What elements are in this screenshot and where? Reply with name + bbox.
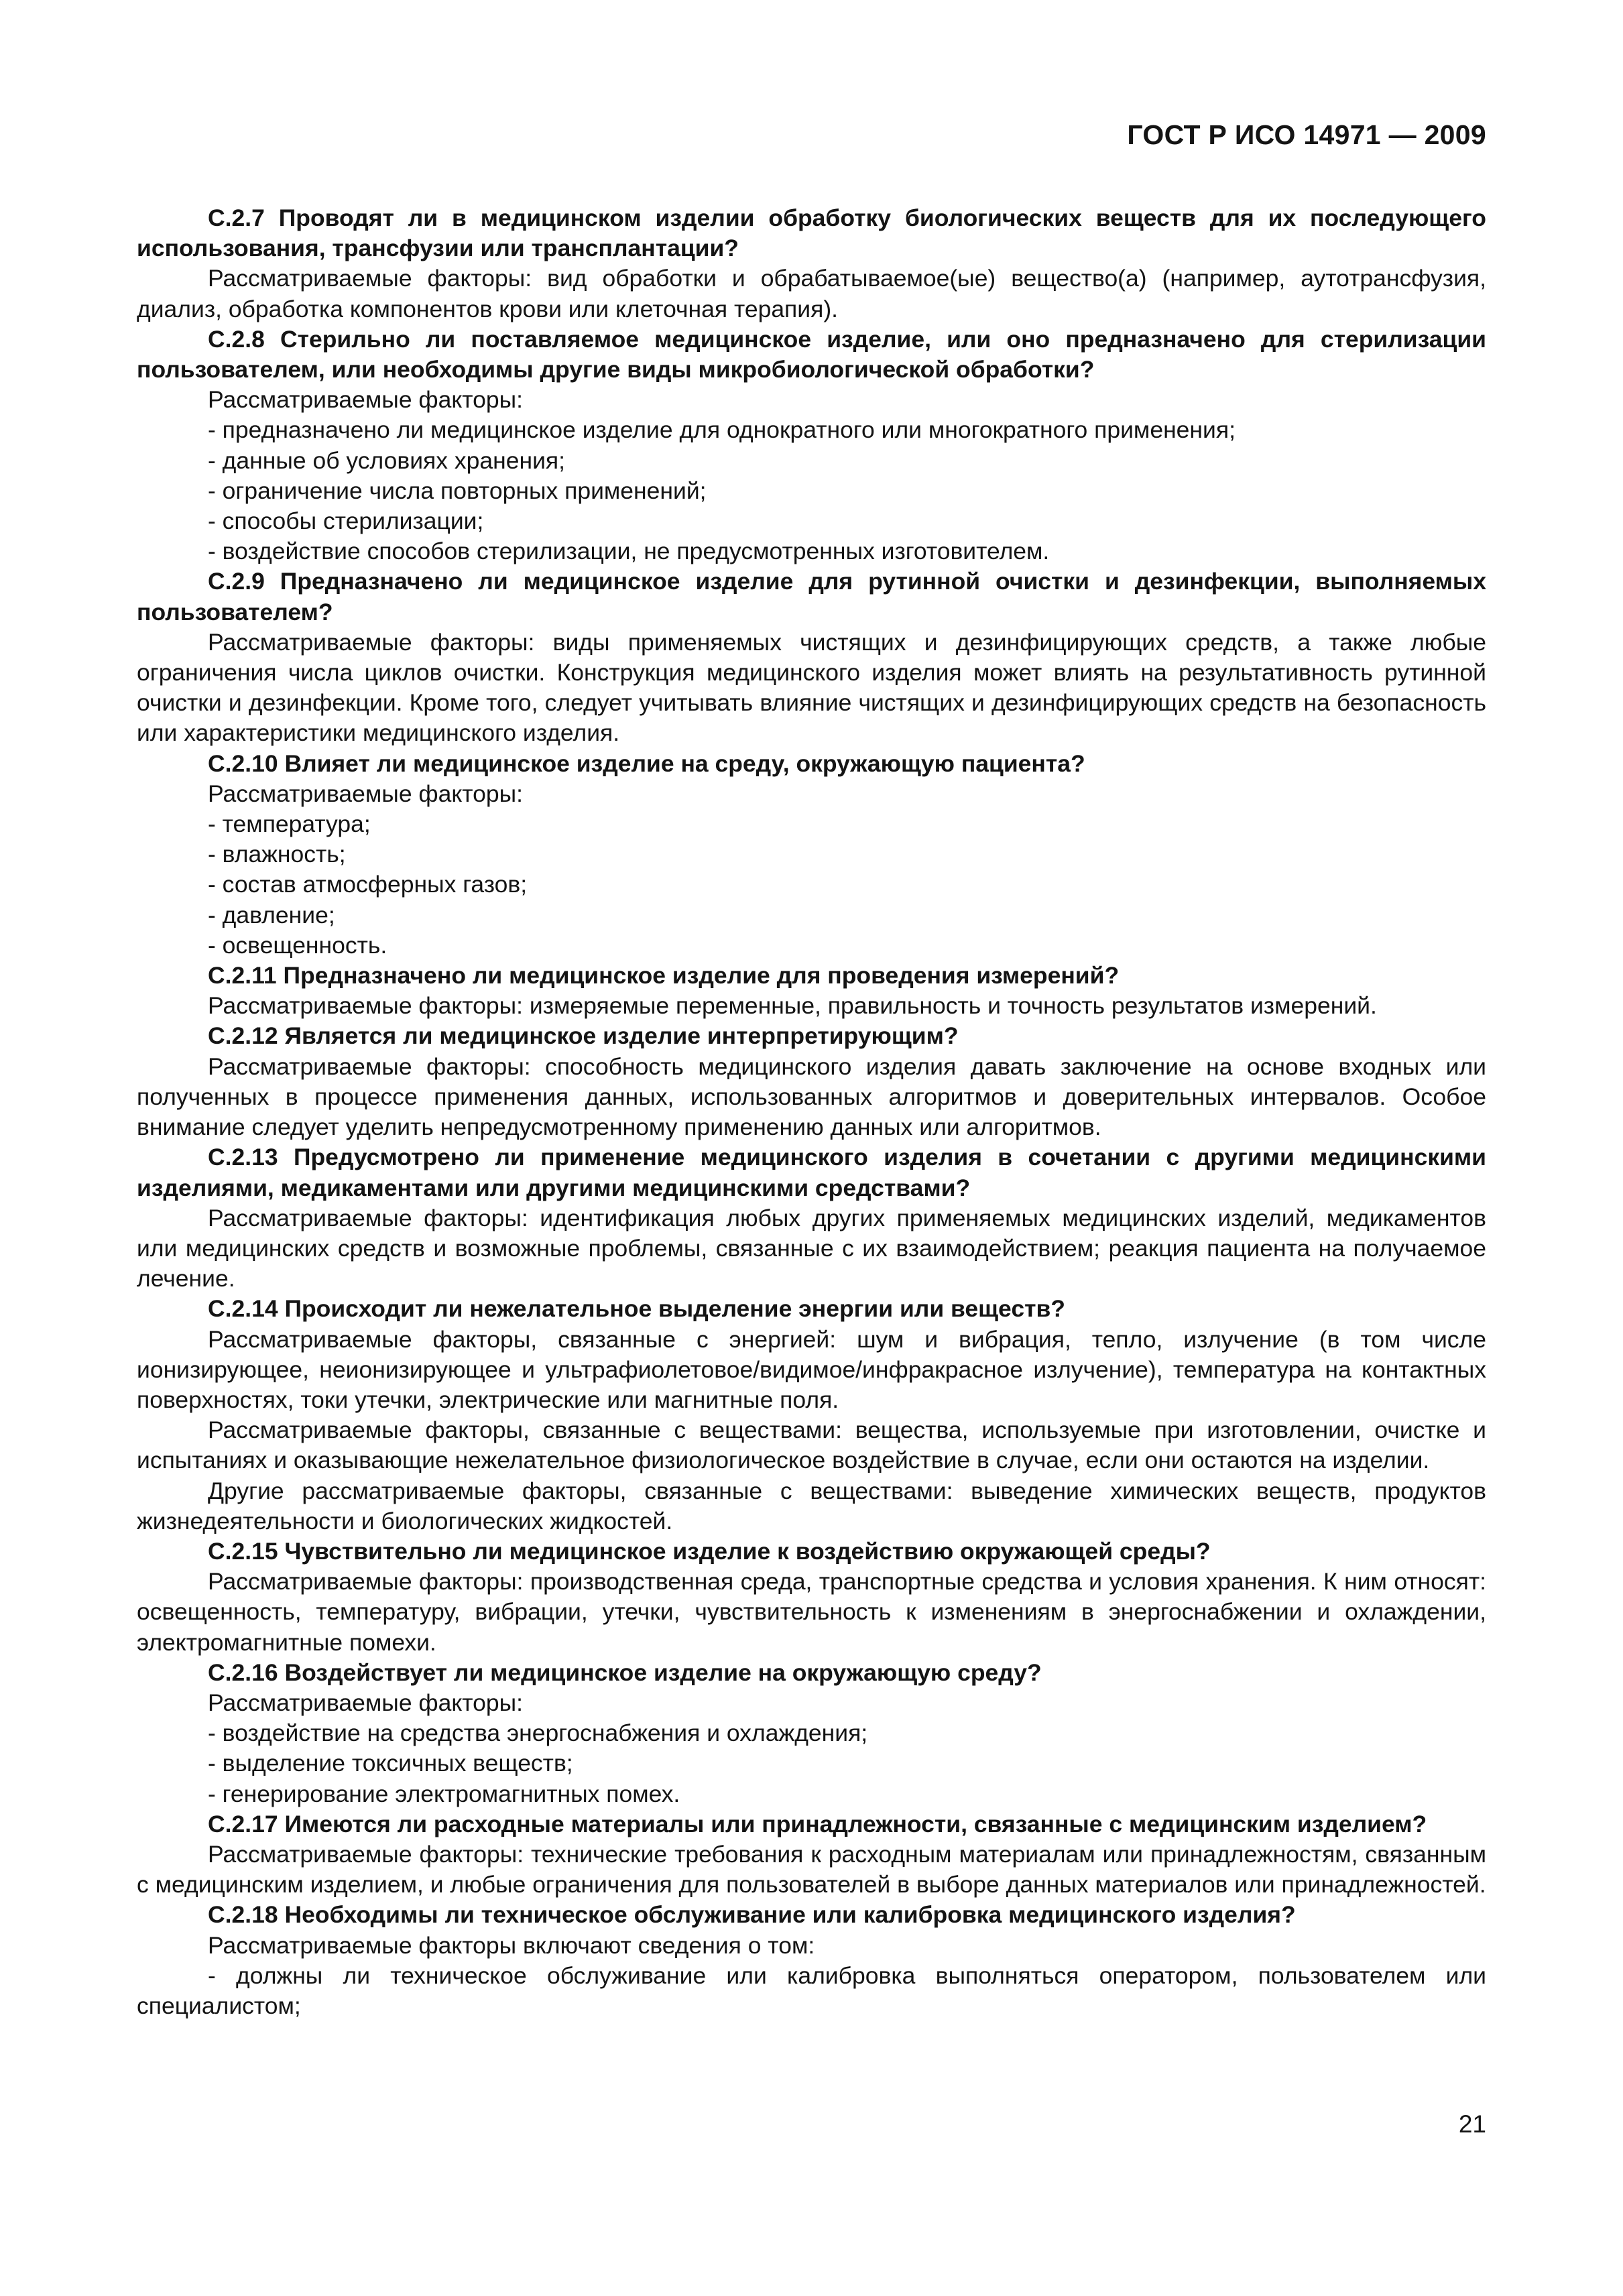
body-paragraph: - должны ли техническое обслуживание или калибровка выполняться оператором, пользователем или специалистом; <box>137 1961 1486 2019</box>
standard-header: ГОСТ Р ИСО 14971 — 2009 <box>1127 119 1486 150</box>
factor-list-item: - выделение токсичных веществ; <box>208 1750 573 1777</box>
document-body <box>137 203 1486 2021</box>
body-paragraph: Рассматриваемые факторы, связанные с энергией: шум и вибрация, тепло, излучение (в том числе ионизирующее, неионизирующее и ультрафиолетовое/видимое/инфракрасное излучение), температура на контактных поверхностях, токи утечки, электрические или магнитные поля. <box>137 1325 1486 1413</box>
factor-list-item: - освещенность. <box>208 931 387 959</box>
body-paragraph: Рассматриваемые факторы: идентификация любых других применяемых медицинских изделий, медикаментов или медицинских средств и возможные проблемы, связанные с их взаимодействием; реакция пациента на получаемое лечение. <box>137 1204 1486 1292</box>
body-paragraph: Рассматриваемые факторы: вид обработки и обрабатываемое(ые) вещество(а) (например, аутотрансфузия, диализ, обработка компонентов крови или клеточная терапия). <box>137 265 1486 322</box>
section-question: C.2.11 Предназначено ли медицинское изделие для проведения измерений? <box>208 962 1120 989</box>
factor-list-item: - предназначено ли медицинское изделие для однократного или многократного применения; <box>208 416 1236 444</box>
factor-list-item: - температура; <box>208 810 371 838</box>
factor-list-item: Рассматриваемые факторы: <box>208 1689 524 1716</box>
section-question: C.2.16 Воздействует ли медицинское изделие на окружающую среду? <box>208 1658 1042 1686</box>
section-question: C.2.9 Предназначено ли медицинское изделие для рутинной очистки и дезинфекции, выполняемых пользователем? <box>137 568 1486 625</box>
body-paragraph: Рассматриваемые факторы: виды применяемых чистящих и дезинфицирующих средств, а также любые ограничения числа циклов очистки. Конструкция медицинского изделия может влиять на результативность рутинной очистки и дезинфекции. Кроме того, следует учитывать влияние чистящих и дезинфицирующих средств на безопасность или характеристики медицинского изделия. <box>137 628 1486 747</box>
body-paragraph: Другие рассматриваемые факторы, связанные с веществами: выведение химических веществ, продуктов жизнедеятельности и биологических жидкостей. <box>137 1477 1486 1534</box>
factor-list-item: - давление; <box>208 901 335 928</box>
page-number: 21 <box>1458 2110 1486 2138</box>
section-question: C.2.18 Необходимы ли техническое обслуживание или калибровка медицинского изделия? <box>208 1901 1296 1929</box>
factor-list-item: - состав атмосферных газов; <box>208 871 528 898</box>
factor-list-item: Рассматриваемые факторы: <box>208 780 524 807</box>
section-question: C.2.12 Является ли медицинское изделие интерпретирующим? <box>208 1022 959 1050</box>
factor-list-item: Рассматриваемые факторы: <box>208 386 524 414</box>
section-question: C.2.14 Происходит ли нежелательное выделение энергии или веществ? <box>208 1295 1065 1323</box>
factor-list-item: Рассматриваемые факторы включают сведения о том: <box>208 1931 815 1959</box>
section-question: C.2.17 Имеются ли расходные материалы или принадлежности, связанные с медицинским изделием? <box>208 1810 1427 1837</box>
factor-list-item: - воздействие способов стерилизации, не предусмотренных изготовителем. <box>208 538 1050 565</box>
body-paragraph: Рассматриваемые факторы: технические требования к расходным материалам или принадлежностям, связанным с медицинским изделием, и любые ограничения для пользователей в выборе данных материалов или принадлежностей. <box>137 1840 1486 1898</box>
section-question: C.2.13 Предусмотрено ли применение медицинского изделия в сочетании с другими медицинскими изделиями, медикаментами или другими медицинскими средствами? <box>137 1144 1486 1201</box>
body-paragraph: Рассматриваемые факторы, связанные с веществами: вещества, используемые при изготовлении, очистке и испытаниях и оказывающие нежелательное физиологическое воздействие в случае, если они остаются на изделии. <box>137 1416 1486 1474</box>
body-paragraph: Рассматриваемые факторы: производственная среда, транспортные средства и условия хранения. К ним относят: освещенность, температуру, вибрации, утечки, чувствительность к изменениям в энергоснабжении и охлаждении, электромагнитные помехи. <box>137 1568 1486 1656</box>
factor-list-item: - воздействие на средства энергоснабжения и охлаждения; <box>208 1719 868 1747</box>
body-paragraph: Рассматриваемые факторы: способность медицинского изделия давать заключение на основе входных или полученных в процессе применения данных, использованных алгоритмов и доверительных интервалов. Особое внимание следует уделить непредусмотренному применению данных или алгоритмов. <box>137 1052 1486 1141</box>
factor-list-item: - генерирование электромагнитных помех. <box>208 1780 680 1807</box>
section-question: C.2.15 Чувствительно ли медицинское изделие к воздействию окружающей среды? <box>208 1537 1211 1565</box>
section-question: C.2.8 Стерильно ли поставляемое медицинское изделие, или оно предназначено для стерилизации пользователем, или необходимы другие виды микробиологической обработки? <box>137 325 1486 383</box>
factor-list-item: - ограничение числа повторных применений; <box>208 477 707 504</box>
factor-list-item: - данные об условиях хранения; <box>208 446 566 474</box>
factor-list-item: - влажность; <box>208 841 346 868</box>
factor-list-item: - способы стерилизации; <box>208 507 484 535</box>
body-paragraph: Рассматриваемые факторы: измеряемые переменные, правильность и точность результатов измерений. <box>208 992 1377 1020</box>
section-question: C.2.10 Влияет ли медицинское изделие на среду, окружающую пациента? <box>208 749 1085 777</box>
section-question: C.2.7 Проводят ли в медицинском изделии обработку биологических веществ для их последующего использования, трансфузии или трансплантации? <box>137 204 1486 262</box>
